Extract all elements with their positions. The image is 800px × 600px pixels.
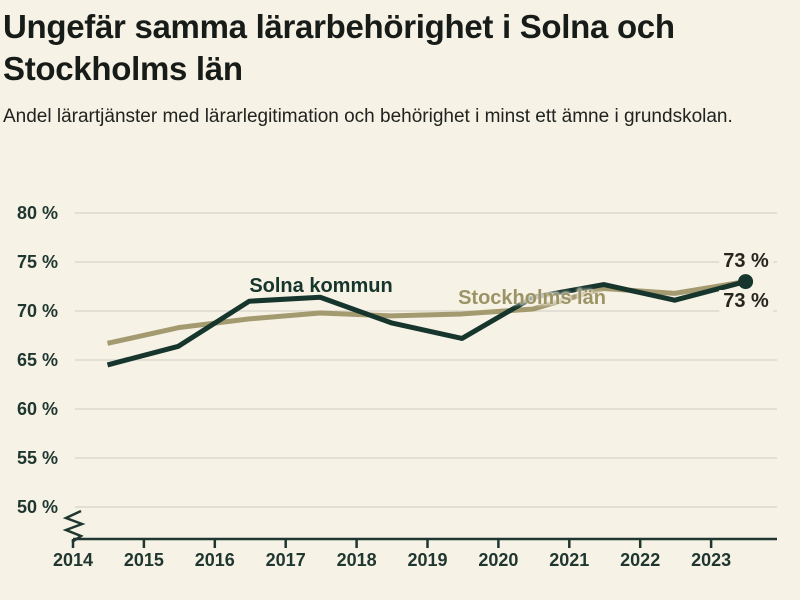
y-axis-label: 60 % <box>16 399 58 419</box>
x-axis-label: 2015 <box>123 550 164 570</box>
axis-break-icon <box>66 511 82 542</box>
y-axis-label: 70 % <box>16 301 58 321</box>
series-label-solna-kommun: Solna kommun <box>249 275 393 297</box>
value-label-stockholms-lan: 73 % <box>719 250 773 272</box>
x-axis-label: 2021 <box>549 550 590 570</box>
x-axis-label: 2014 <box>52 550 94 570</box>
y-axis-label: 75 % <box>16 252 58 272</box>
value-label-solna-kommun: 73 % <box>719 290 773 312</box>
page-subtitle: Andel lärartjänster med lärarlegitimation och behörighet i minst ett ämne i grundskolan. <box>3 106 733 128</box>
y-axis-label: 55 % <box>16 448 58 468</box>
x-axis-label: 2022 <box>620 550 661 570</box>
x-axis-label: 2020 <box>478 550 519 570</box>
series-label-stockholms-lan: Stockholms län <box>458 287 606 309</box>
y-axis-label: 80 % <box>16 203 58 223</box>
x-axis-label: 2023 <box>691 550 732 570</box>
y-axis-label: 50 % <box>16 497 58 517</box>
x-axis-label: 2016 <box>194 550 235 570</box>
x-axis-label: 2019 <box>407 550 448 570</box>
y-axis-label: 65 % <box>16 350 58 370</box>
end-point-dot <box>738 274 753 289</box>
line-stockholms-l-n <box>108 282 746 344</box>
x-axis-label: 2018 <box>336 550 377 570</box>
x-axis-label: 2017 <box>265 550 306 570</box>
page-title: Ungefär samma lärarbehörighet i Solna och Stockholms län <box>3 8 675 88</box>
